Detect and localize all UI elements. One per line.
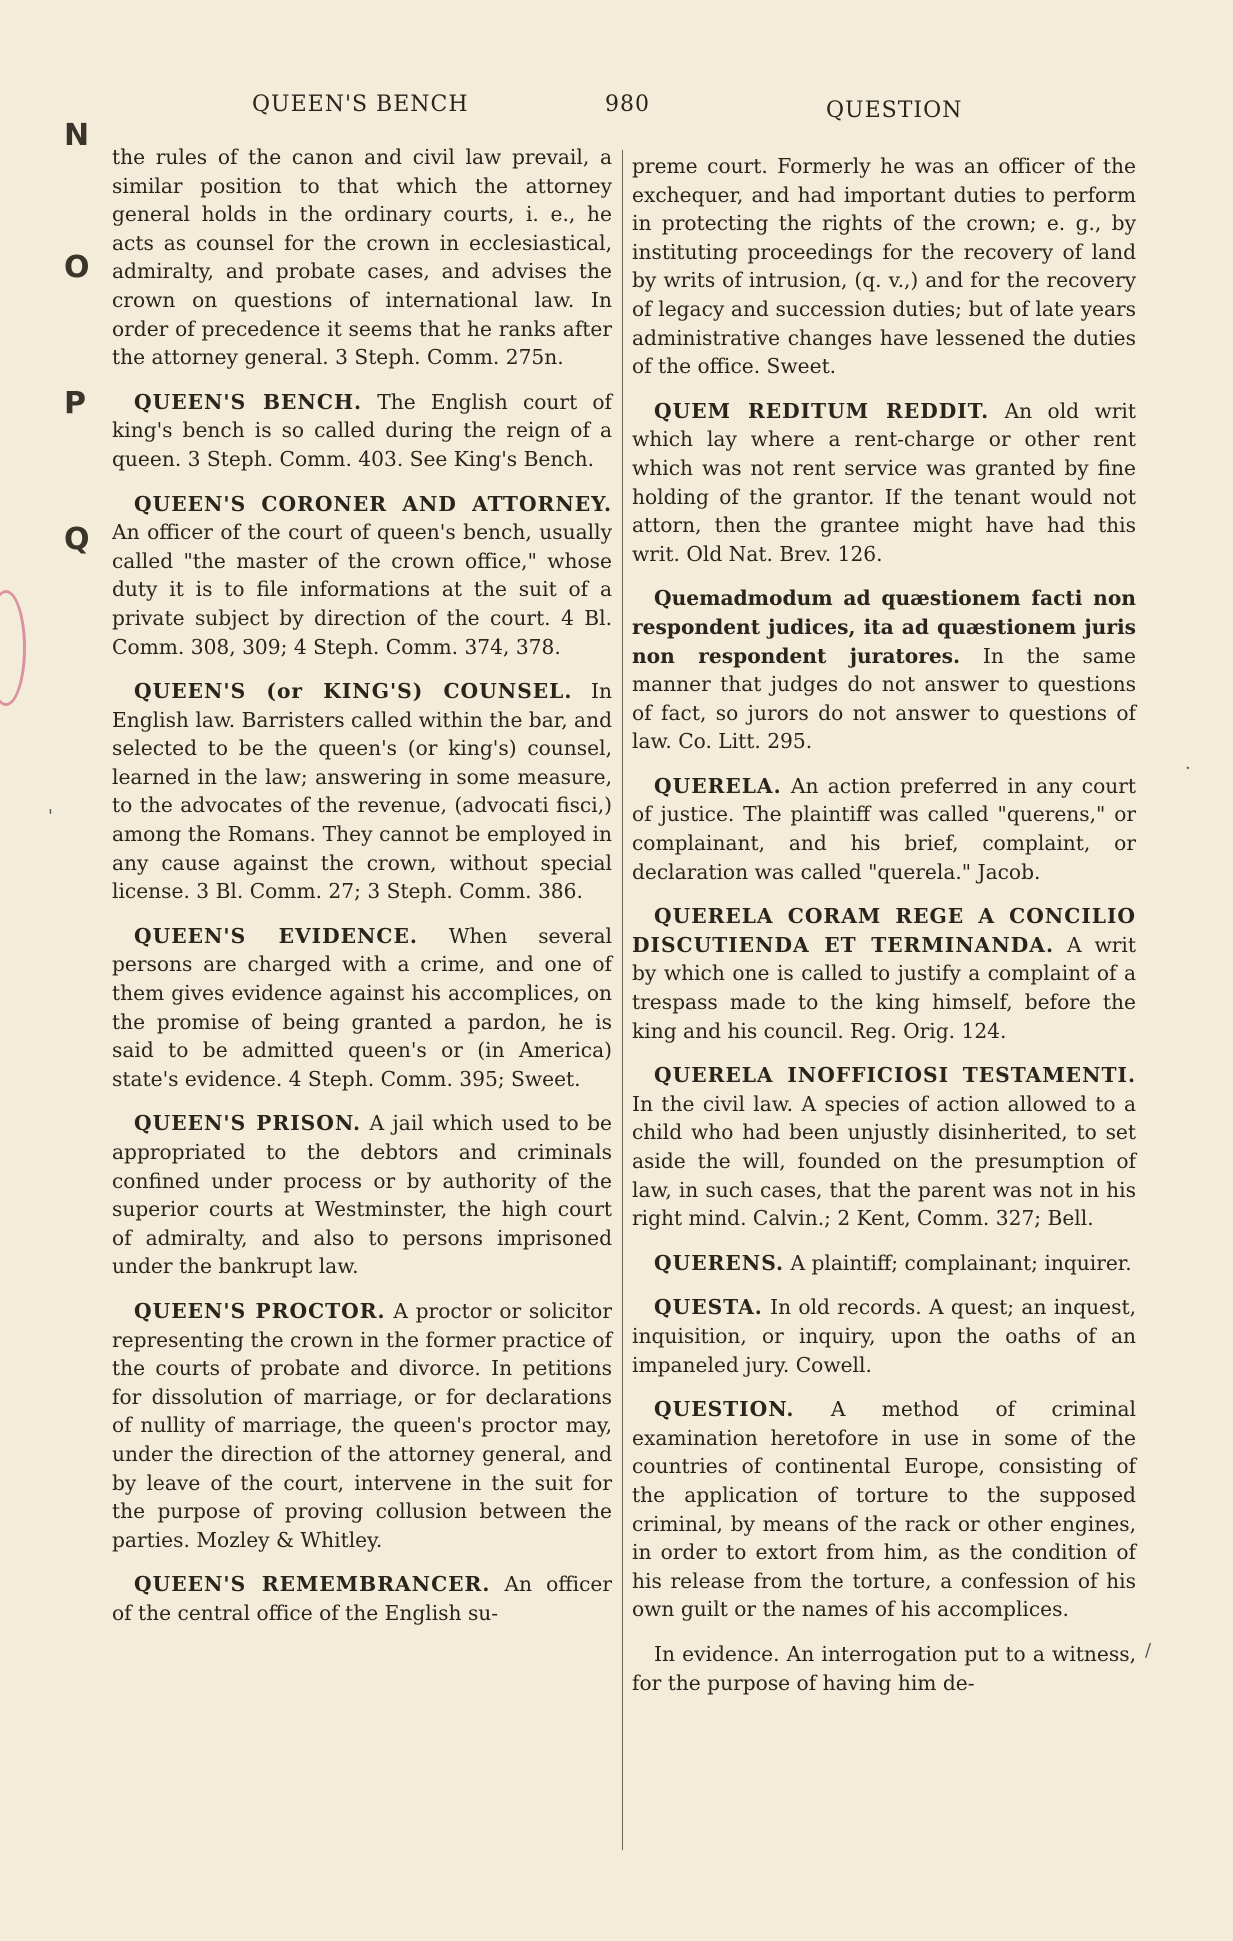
definition: A method of criminal examination heretofore in use in some of the countries of continental Europe, consisting of the application of torture to the supposed criminal, by means of the rack or other engines, in order to extort from him, as the condition of his release from the torture, a confession of his own guilt or the names of his accomplices.: [632, 1397, 1136, 1622]
margin-mark: /: [1145, 1640, 1152, 1661]
headword: QUEEN'S EVIDENCE.: [134, 923, 418, 948]
page-number: 980: [605, 92, 650, 117]
entry-querela: [632, 772, 1136, 886]
definition: In old records. A quest; an inquest, inquisition, or inquiry, upon the oaths of an impaneled jury. Cowell.: [632, 1295, 1136, 1377]
headword: QUEM REDITUM REDDIT.: [654, 398, 990, 423]
definition: The English court of king's bench is so called during the reign of a queen. 3 Steph. Comm. 403. See King's Bench.: [112, 389, 612, 471]
entry-queens-coroner: [112, 490, 612, 662]
headword: QUERELA.: [654, 773, 782, 798]
entry-question-evidence: [632, 1640, 1136, 1697]
definition: An action preferred in any court of justice. The plaintiff was called "querens," or complainant, and his brief, complaint, or declaration was called "querela." Jacob.: [632, 773, 1136, 884]
continued-entry: [632, 152, 1136, 381]
thumb-letter-p: P: [64, 386, 86, 421]
continued-entry: [112, 143, 612, 372]
entry-questa: [632, 1293, 1136, 1379]
thumb-letter-n: N: [64, 118, 90, 153]
entry-queens-remembrancer: [112, 1570, 612, 1627]
entry-querela-inofficiosi: [632, 1061, 1136, 1233]
headword: QUERELA CORAM REGE A CONCILIO DISCUTIENDA ET TERMINANDA.: [632, 904, 1136, 957]
entry-queens-prison: [112, 1109, 612, 1281]
definition: When several persons are charged with a crime, and one of them gives evidence against his accomplices, on the promise of being granted a pardon, he is said to be admitted queen's or (in America) state's evidence. 4 Steph. Comm. 395; Sweet.: [112, 923, 612, 1091]
headword: QUESTION.: [654, 1397, 795, 1422]
entry-quem-reditum: [632, 397, 1136, 569]
definition: An old writ which lay where a rent-charge or other rent which was not rent service was granted by fine holding of the grantor. If the tenant would not attorn, then the grantee might have had this writ. Old Nat. Brev. 126.: [632, 398, 1137, 566]
entry-question: [632, 1395, 1136, 1624]
entry-querela-coram-rege: [632, 902, 1136, 1045]
thumb-letter-o: O: [64, 250, 90, 285]
definition: An officer of the court of queen's bench, usually called "the master of the crown office," whose duty it is to file informations at the suit of a private subject by direction of the court. 4 Bl. Comm. 308, 309; 4 Steph. Comm. 374, 378.: [112, 520, 612, 659]
library-stamp-mark: [0, 590, 26, 706]
right-column: [632, 152, 1136, 1713]
definition: In the same manner that judges do not answer to questions of fact, so jurors do not answer to questions of law. Co. Litt. 295.: [632, 643, 1137, 754]
margin-mark: ·: [1185, 758, 1191, 779]
left-column: [112, 143, 612, 1644]
headword: QUEEN'S PRISON.: [134, 1111, 362, 1136]
headword: QUEEN'S (or KING'S) COUNSEL.: [134, 679, 573, 704]
headword: QUEEN'S REMEMBRANCER.: [134, 1572, 491, 1597]
thumb-letter-q: Q: [64, 522, 90, 557]
entry-text: preme court. Formerly he was an officer of the exchequer, and had important duties to perform in protecting the rights of the crown; e. g., by instituting proceedings for the recovery of land by writs of intrusion, (q. v.,) and for the recovery of legacy and succession duties; but of late years administrative changes have lessened the duties of the office. Sweet.: [632, 154, 1136, 379]
definition: A jail which used to be appropriated to the debtors and criminals confined under process or by authority of the superior courts at Westminster, the high court of admiralty, and also to persons imprisoned under the bankrupt law.: [112, 1111, 612, 1279]
running-head-left: QUEEN'S BENCH: [252, 92, 469, 117]
headword: QUEEN'S PROCTOR.: [134, 1298, 386, 1323]
definition: A proctor or solicitor representing the crown in the former practice of the courts of probate and divorce. In petitions for dissolution of marriage, or for declarations of nullity of marriage, the queen's proctor may, under the direction of the attorney general, and by leave of the court, intervene in the suit for the purpose of proving collusion between the parties. Mozley & Whitley.: [112, 1298, 612, 1552]
headword: QUESTA.: [654, 1295, 763, 1320]
definition: In evidence. An interrogation put to a witness, for the purpose of having him de-: [632, 1641, 1136, 1695]
definition: A writ by which one is called to justify a complaint of a trespass made to the king himself, before the king and his council. Reg. Orig. 124.: [632, 932, 1136, 1043]
entry-quemadmodum-maxim: [632, 584, 1136, 756]
definition: A plaintiff; complainant; inquirer.: [790, 1250, 1132, 1275]
entry-queens-bench: [112, 388, 612, 474]
headword: QUEEN'S CORONER AND ATTORNEY.: [134, 491, 612, 516]
headword: QUEEN'S BENCH.: [134, 389, 363, 414]
margin-mark: ': [48, 806, 53, 827]
entry-queens-counsel: [112, 677, 612, 906]
thumb-index: [64, 118, 94, 588]
definition: In English law. Barristers called within the bar, and selected to be the queen's (or king's) counsel, learned in the law; answering in some measure, to the advocates of the revenue, (advocati fisci,) among the Romans. They cannot be employed in any cause against the crown, without special license. 3 Bl. Comm. 27; 3 Steph. Comm. 386.: [112, 679, 612, 904]
headword: QUERENS.: [654, 1250, 785, 1275]
entry-queens-proctor: [112, 1297, 612, 1554]
definition: An officer of the central office of the English su-: [112, 1572, 613, 1625]
running-head-right: QUESTION: [826, 98, 963, 123]
headword: QUERELA INOFFICIOSI TESTAMENTI.: [654, 1063, 1136, 1088]
definition: In the civil law. A species of action allowed to a child who had been unjustly disinherited, to set aside the will, founded on the presumption of law, in such cases, that the parent was not in his right mind. Calvin.; 2 Kent, Comm. 327; Bell.: [632, 1091, 1136, 1231]
latin-maxim: Quemadmodum ad quæstionem facti non respondent judices, ita ad quæstionem juris non respondent juratores.: [632, 586, 1136, 668]
entry-text: the rules of the canon and civil law prevail, a similar position to that which the attorney general holds in the ordinary courts, i. e., he acts as counsel for the crown in ecclesiastical, admiralty, and probate cases, and advises the crown on questions of international law. In order of precedence it seems that he ranks after the attorney general. 3 Steph. Comm. 275n.: [112, 145, 612, 370]
column-divider: [622, 150, 623, 1850]
entry-querens: [632, 1249, 1136, 1278]
entry-queens-evidence: [112, 922, 612, 1094]
